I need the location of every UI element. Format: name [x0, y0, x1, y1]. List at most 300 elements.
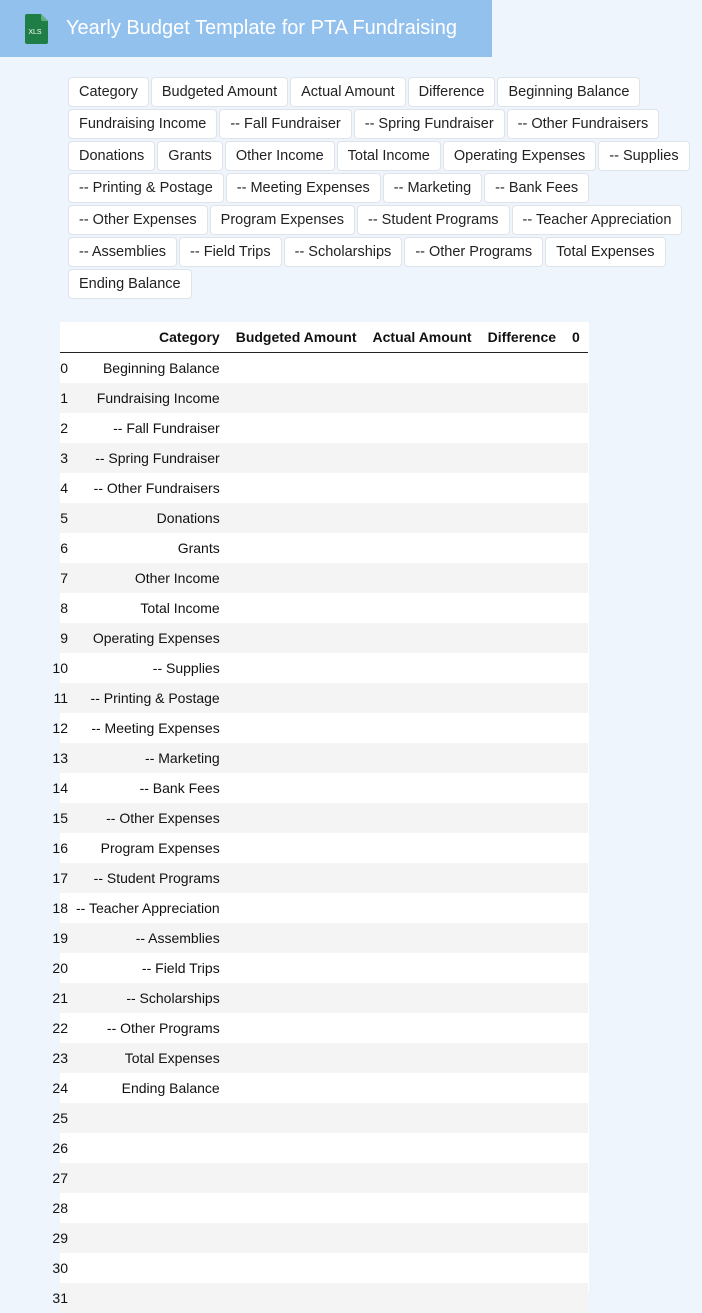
- value-cell[interactable]: [228, 1103, 365, 1133]
- column-chip[interactable]: Actual Amount: [290, 77, 406, 107]
- table-row[interactable]: [60, 533, 588, 563]
- value-cell[interactable]: [564, 353, 588, 384]
- table-row[interactable]: [60, 923, 588, 953]
- value-cell[interactable]: [480, 563, 564, 593]
- table-row[interactable]: [60, 1073, 588, 1103]
- row-index: 19: [60, 930, 68, 946]
- table-row[interactable]: [60, 1013, 588, 1043]
- table-row[interactable]: [60, 803, 588, 833]
- row-index-cell: [60, 1283, 68, 1313]
- category-cell[interactable]: Donations: [68, 503, 228, 533]
- row-index-cell: [60, 773, 68, 803]
- row-index-cell: [60, 383, 68, 413]
- value-cell[interactable]: [365, 743, 480, 773]
- value-cell[interactable]: [228, 593, 365, 623]
- category-cell[interactable]: Ending Balance: [68, 1073, 228, 1103]
- category-cell[interactable]: -- Supplies: [68, 653, 228, 683]
- row-index-cell: [60, 1073, 68, 1103]
- value-cell[interactable]: [365, 983, 480, 1013]
- value-cell[interactable]: [480, 503, 564, 533]
- value-cell[interactable]: [228, 1163, 365, 1193]
- value-cell[interactable]: [228, 563, 365, 593]
- value-cell[interactable]: [564, 803, 588, 833]
- value-cell[interactable]: [480, 773, 564, 803]
- column-chip[interactable]: Donations: [68, 141, 155, 171]
- column-chip[interactable]: Budgeted Amount: [151, 77, 288, 107]
- category-cell[interactable]: -- Scholarships: [68, 983, 228, 1013]
- row-index: 13: [60, 750, 68, 766]
- column-chip[interactable]: Program Expenses: [210, 205, 355, 235]
- value-cell[interactable]: [564, 1163, 588, 1193]
- category-cell[interactable]: Total Expenses: [68, 1043, 228, 1073]
- value-cell[interactable]: [365, 533, 480, 563]
- row-index: 8: [60, 600, 68, 616]
- value-cell[interactable]: [228, 653, 365, 683]
- value-cell[interactable]: [480, 473, 564, 503]
- row-index-cell: [60, 413, 68, 443]
- table-row[interactable]: [60, 413, 588, 443]
- category-cell[interactable]: [68, 1193, 228, 1223]
- value-cell[interactable]: [480, 413, 564, 443]
- row-index: 12: [60, 720, 68, 736]
- value-cell[interactable]: [480, 863, 564, 893]
- row-index: 10: [60, 660, 68, 676]
- value-cell[interactable]: [365, 713, 480, 743]
- value-cell[interactable]: [365, 833, 480, 863]
- category-cell[interactable]: -- Meeting Expenses: [68, 713, 228, 743]
- category-cell[interactable]: Operating Expenses: [68, 623, 228, 653]
- value-cell[interactable]: [228, 1223, 365, 1253]
- row-index-cell: [60, 533, 68, 563]
- table-row[interactable]: [60, 743, 588, 773]
- row-index: 9: [60, 630, 68, 646]
- value-cell[interactable]: [564, 1223, 588, 1253]
- value-cell[interactable]: [228, 833, 365, 863]
- table-row[interactable]: [60, 1223, 588, 1253]
- value-cell[interactable]: [480, 1013, 564, 1043]
- column-header-0[interactable]: 0: [564, 322, 588, 353]
- column-chip-list: [68, 77, 698, 299]
- row-index: 15: [60, 810, 68, 826]
- column-chip[interactable]: Ending Balance: [68, 269, 192, 299]
- row-index-cell: [60, 1133, 68, 1163]
- value-cell[interactable]: [564, 1193, 588, 1223]
- row-index: 2: [60, 420, 68, 436]
- value-cell[interactable]: [564, 713, 588, 743]
- column-chip[interactable]: Category: [68, 77, 149, 107]
- value-cell[interactable]: [365, 1043, 480, 1073]
- column-chip[interactable]: -- Assemblies: [68, 237, 177, 267]
- value-cell[interactable]: [480, 1193, 564, 1223]
- value-cell[interactable]: [564, 563, 588, 593]
- value-cell[interactable]: [365, 593, 480, 623]
- value-cell[interactable]: [365, 773, 480, 803]
- value-cell[interactable]: [365, 443, 480, 473]
- table-row[interactable]: [60, 1253, 588, 1283]
- value-cell[interactable]: [480, 923, 564, 953]
- xls-file-icon: [22, 14, 50, 44]
- value-cell[interactable]: [228, 353, 365, 384]
- value-cell[interactable]: [564, 1043, 588, 1073]
- value-cell[interactable]: [365, 473, 480, 503]
- row-index: 3: [60, 450, 68, 466]
- value-cell[interactable]: [564, 1283, 588, 1313]
- value-cell[interactable]: [564, 833, 588, 863]
- table-row[interactable]: [60, 893, 588, 923]
- row-index: 24: [60, 1080, 68, 1096]
- table-row[interactable]: [60, 713, 588, 743]
- index-header: [60, 322, 68, 353]
- column-header-difference[interactable]: Difference: [480, 322, 564, 353]
- category-cell[interactable]: -- Field Trips: [68, 953, 228, 983]
- category-cell[interactable]: Fundraising Income: [68, 383, 228, 413]
- value-cell[interactable]: [228, 1043, 365, 1073]
- value-cell[interactable]: [228, 713, 365, 743]
- value-cell[interactable]: [480, 1133, 564, 1163]
- row-index-cell: [60, 1043, 68, 1073]
- row-index-cell: [60, 473, 68, 503]
- value-cell[interactable]: [564, 1073, 588, 1103]
- category-cell[interactable]: -- Bank Fees: [68, 773, 228, 803]
- row-index-cell: [60, 923, 68, 953]
- table-row[interactable]: [60, 353, 588, 384]
- value-cell[interactable]: [564, 983, 588, 1013]
- value-cell[interactable]: [564, 593, 588, 623]
- value-cell[interactable]: [480, 383, 564, 413]
- value-cell[interactable]: [564, 773, 588, 803]
- table-row[interactable]: [60, 683, 588, 713]
- category-cell[interactable]: -- Printing & Postage: [68, 683, 228, 713]
- value-cell[interactable]: [480, 953, 564, 983]
- value-cell[interactable]: [365, 683, 480, 713]
- value-cell[interactable]: [564, 413, 588, 443]
- value-cell[interactable]: [365, 1103, 480, 1133]
- column-chip[interactable]: -- Field Trips: [179, 237, 282, 267]
- category-cell[interactable]: [68, 1223, 228, 1253]
- value-cell[interactable]: [365, 1163, 480, 1193]
- value-cell[interactable]: [480, 533, 564, 563]
- row-index-cell: [60, 713, 68, 743]
- value-cell[interactable]: [480, 1073, 564, 1103]
- value-cell[interactable]: [365, 953, 480, 983]
- category-cell[interactable]: -- Student Programs: [68, 863, 228, 893]
- value-cell[interactable]: [564, 533, 588, 563]
- column-chip[interactable]: Grants: [157, 141, 223, 171]
- value-cell[interactable]: [365, 1253, 480, 1283]
- row-index-cell: [60, 443, 68, 473]
- category-cell[interactable]: -- Fall Fundraiser: [68, 413, 228, 443]
- row-index: 29: [60, 1230, 68, 1246]
- value-cell[interactable]: [228, 743, 365, 773]
- table-row[interactable]: [60, 1103, 588, 1133]
- value-cell[interactable]: [480, 983, 564, 1013]
- page-title: Yearly Budget Template for PTA Fundraising: [66, 0, 457, 57]
- column-chip[interactable]: -- Fall Fundraiser: [219, 109, 351, 139]
- category-cell[interactable]: -- Spring Fundraiser: [68, 443, 228, 473]
- row-index-cell: [60, 353, 68, 384]
- value-cell[interactable]: [564, 443, 588, 473]
- table-row[interactable]: [60, 1193, 588, 1223]
- row-index: 14: [60, 780, 68, 796]
- value-cell[interactable]: [228, 893, 365, 923]
- category-cell[interactable]: [68, 1283, 228, 1313]
- value-cell[interactable]: [480, 683, 564, 713]
- value-cell[interactable]: [228, 503, 365, 533]
- column-chip[interactable]: -- Scholarships: [284, 237, 403, 267]
- column-chip[interactable]: -- Marketing: [383, 173, 482, 203]
- row-index-cell: [60, 1223, 68, 1253]
- column-chip[interactable]: -- Spring Fundraiser: [354, 109, 505, 139]
- value-cell[interactable]: [564, 683, 588, 713]
- value-cell[interactable]: [564, 893, 588, 923]
- value-cell[interactable]: [480, 1163, 564, 1193]
- value-cell[interactable]: [365, 1013, 480, 1043]
- column-chip[interactable]: Beginning Balance: [497, 77, 640, 107]
- value-cell[interactable]: [564, 653, 588, 683]
- row-index: 6: [60, 540, 68, 556]
- table-row[interactable]: [60, 863, 588, 893]
- value-cell[interactable]: [480, 1103, 564, 1133]
- value-cell[interactable]: [228, 383, 365, 413]
- column-chip[interactable]: -- Student Programs: [357, 205, 510, 235]
- column-chip[interactable]: -- Bank Fees: [484, 173, 589, 203]
- table-row[interactable]: [60, 623, 588, 653]
- row-index: 18: [60, 900, 68, 916]
- category-cell[interactable]: Beginning Balance: [68, 353, 228, 384]
- row-index-cell: [60, 623, 68, 653]
- row-index-cell: [60, 1163, 68, 1193]
- value-cell[interactable]: [564, 473, 588, 503]
- value-cell[interactable]: [564, 923, 588, 953]
- value-cell[interactable]: [365, 1133, 480, 1163]
- category-cell[interactable]: Program Expenses: [68, 833, 228, 863]
- value-cell[interactable]: [480, 743, 564, 773]
- value-cell[interactable]: [564, 1133, 588, 1163]
- row-index-cell: [60, 653, 68, 683]
- value-cell[interactable]: [365, 383, 480, 413]
- value-cell[interactable]: [365, 563, 480, 593]
- row-index-cell: [60, 833, 68, 863]
- column-chip[interactable]: -- Supplies: [598, 141, 689, 171]
- table-row[interactable]: [60, 983, 588, 1013]
- table-header-row: [60, 322, 588, 353]
- row-index-cell: [60, 893, 68, 923]
- row-index: 0: [60, 360, 68, 376]
- column-chip[interactable]: -- Other Expenses: [68, 205, 208, 235]
- value-cell[interactable]: [228, 923, 365, 953]
- value-cell[interactable]: [228, 473, 365, 503]
- value-cell[interactable]: [365, 1283, 480, 1313]
- table-row[interactable]: [60, 953, 588, 983]
- value-cell[interactable]: [228, 953, 365, 983]
- category-cell[interactable]: -- Assemblies: [68, 923, 228, 953]
- table-row[interactable]: [60, 563, 588, 593]
- value-cell[interactable]: [365, 1223, 480, 1253]
- value-cell[interactable]: [365, 623, 480, 653]
- category-cell[interactable]: [68, 1253, 228, 1283]
- value-cell[interactable]: [365, 503, 480, 533]
- value-cell[interactable]: [564, 953, 588, 983]
- row-index-cell: [60, 503, 68, 533]
- row-index: 20: [60, 960, 68, 976]
- category-cell[interactable]: Other Income: [68, 563, 228, 593]
- column-chip[interactable]: Other Income: [225, 141, 335, 171]
- row-index-cell: [60, 1193, 68, 1223]
- value-cell[interactable]: [228, 533, 365, 563]
- row-index: 23: [60, 1050, 68, 1066]
- row-index: 11: [60, 690, 68, 706]
- table-row[interactable]: [60, 1133, 588, 1163]
- column-chip[interactable]: -- Other Programs: [404, 237, 543, 267]
- data-table: [60, 322, 588, 1313]
- column-chip[interactable]: -- Teacher Appreciation: [512, 205, 683, 235]
- category-cell[interactable]: [68, 1163, 228, 1193]
- value-cell[interactable]: [365, 923, 480, 953]
- row-index: 1: [60, 390, 68, 406]
- category-cell[interactable]: -- Other Fundraisers: [68, 473, 228, 503]
- value-cell[interactable]: [228, 1253, 365, 1283]
- table-row[interactable]: [60, 473, 588, 503]
- row-index: 28: [60, 1200, 68, 1216]
- category-cell[interactable]: [68, 1133, 228, 1163]
- table-row[interactable]: [60, 443, 588, 473]
- value-cell[interactable]: [365, 353, 480, 384]
- value-cell[interactable]: [480, 833, 564, 863]
- column-chip[interactable]: Total Income: [337, 141, 441, 171]
- value-cell[interactable]: [228, 683, 365, 713]
- category-cell[interactable]: -- Other Programs: [68, 1013, 228, 1043]
- value-cell[interactable]: [564, 1253, 588, 1283]
- column-chip[interactable]: -- Printing & Postage: [68, 173, 224, 203]
- row-index-cell: [60, 593, 68, 623]
- value-cell[interactable]: [564, 1103, 588, 1133]
- column-header-category[interactable]: Category: [68, 322, 228, 353]
- table-row[interactable]: [60, 773, 588, 803]
- category-cell[interactable]: -- Teacher Appreciation: [68, 893, 228, 923]
- column-chip[interactable]: Total Expenses: [545, 237, 665, 267]
- column-chip[interactable]: Difference: [408, 77, 496, 107]
- value-cell[interactable]: [228, 623, 365, 653]
- value-cell[interactable]: [564, 1013, 588, 1043]
- value-cell[interactable]: [564, 503, 588, 533]
- value-cell[interactable]: [228, 803, 365, 833]
- row-index: 21: [60, 990, 68, 1006]
- table-row[interactable]: [60, 383, 588, 413]
- value-cell[interactable]: [228, 863, 365, 893]
- value-cell[interactable]: [365, 1073, 480, 1103]
- table-row[interactable]: [60, 1283, 588, 1313]
- value-cell[interactable]: [480, 443, 564, 473]
- table-row[interactable]: [60, 653, 588, 683]
- value-cell[interactable]: [480, 653, 564, 683]
- value-cell[interactable]: [564, 623, 588, 653]
- value-cell[interactable]: [228, 413, 365, 443]
- row-index: 30: [60, 1260, 68, 1276]
- value-cell[interactable]: [480, 1253, 564, 1283]
- row-index: 25: [60, 1110, 68, 1126]
- value-cell[interactable]: [564, 743, 588, 773]
- value-cell[interactable]: [365, 893, 480, 923]
- value-cell[interactable]: [480, 623, 564, 653]
- value-cell[interactable]: [480, 803, 564, 833]
- row-index-cell: [60, 983, 68, 1013]
- xls-icon-label: XLS: [28, 29, 42, 36]
- column-chip[interactable]: -- Other Fundraisers: [507, 109, 660, 139]
- category-cell[interactable]: -- Marketing: [68, 743, 228, 773]
- value-cell[interactable]: [564, 863, 588, 893]
- value-cell[interactable]: [480, 713, 564, 743]
- table-row[interactable]: [60, 1043, 588, 1073]
- row-index: 26: [60, 1140, 68, 1156]
- value-cell[interactable]: [480, 1283, 564, 1313]
- row-index: 16: [60, 840, 68, 856]
- row-index: 17: [60, 870, 68, 886]
- value-cell[interactable]: [365, 863, 480, 893]
- value-cell[interactable]: [564, 383, 588, 413]
- row-index: 4: [60, 480, 68, 496]
- value-cell[interactable]: [365, 1193, 480, 1223]
- row-index: 22: [60, 1020, 68, 1036]
- category-cell[interactable]: -- Other Expenses: [68, 803, 228, 833]
- data-table-container[interactable]: [68, 322, 589, 1292]
- row-index-cell: [60, 563, 68, 593]
- row-index-cell: [60, 953, 68, 983]
- table-row[interactable]: [60, 593, 588, 623]
- column-chip[interactable]: Operating Expenses: [443, 141, 596, 171]
- row-index-cell: [60, 1253, 68, 1283]
- app-header: [0, 0, 492, 57]
- row-index: 7: [60, 570, 68, 586]
- row-index: 31: [60, 1290, 68, 1306]
- value-cell[interactable]: [228, 1193, 365, 1223]
- row-index: 27: [60, 1170, 68, 1186]
- value-cell[interactable]: [228, 1283, 365, 1313]
- row-index-cell: [60, 743, 68, 773]
- column-chip[interactable]: -- Meeting Expenses: [226, 173, 381, 203]
- column-chip[interactable]: Fundraising Income: [68, 109, 217, 139]
- value-cell[interactable]: [228, 1133, 365, 1163]
- value-cell[interactable]: [228, 1073, 365, 1103]
- table-row[interactable]: [60, 503, 588, 533]
- column-header-actual-amount[interactable]: Actual Amount: [365, 322, 480, 353]
- row-index: 5: [60, 510, 68, 526]
- value-cell[interactable]: [228, 983, 365, 1013]
- value-cell[interactable]: [228, 773, 365, 803]
- column-header-budgeted-amount[interactable]: Budgeted Amount: [228, 322, 365, 353]
- category-cell[interactable]: [68, 1103, 228, 1133]
- category-cell[interactable]: Grants: [68, 533, 228, 563]
- table-row[interactable]: [60, 833, 588, 863]
- value-cell[interactable]: [228, 1013, 365, 1043]
- table-row[interactable]: [60, 1163, 588, 1193]
- value-cell[interactable]: [365, 653, 480, 683]
- row-index-cell: [60, 683, 68, 713]
- value-cell[interactable]: [480, 1043, 564, 1073]
- value-cell[interactable]: [365, 413, 480, 443]
- row-index-cell: [60, 1013, 68, 1043]
- value-cell[interactable]: [365, 803, 480, 833]
- row-index-cell: [60, 863, 68, 893]
- category-cell[interactable]: Total Income: [68, 593, 228, 623]
- value-cell[interactable]: [480, 893, 564, 923]
- value-cell[interactable]: [480, 353, 564, 384]
- row-index-cell: [60, 1103, 68, 1133]
- table-body: [60, 353, 588, 1313]
- row-index-cell: [60, 803, 68, 833]
- value-cell[interactable]: [480, 1223, 564, 1253]
- value-cell[interactable]: [480, 593, 564, 623]
- value-cell[interactable]: [228, 443, 365, 473]
